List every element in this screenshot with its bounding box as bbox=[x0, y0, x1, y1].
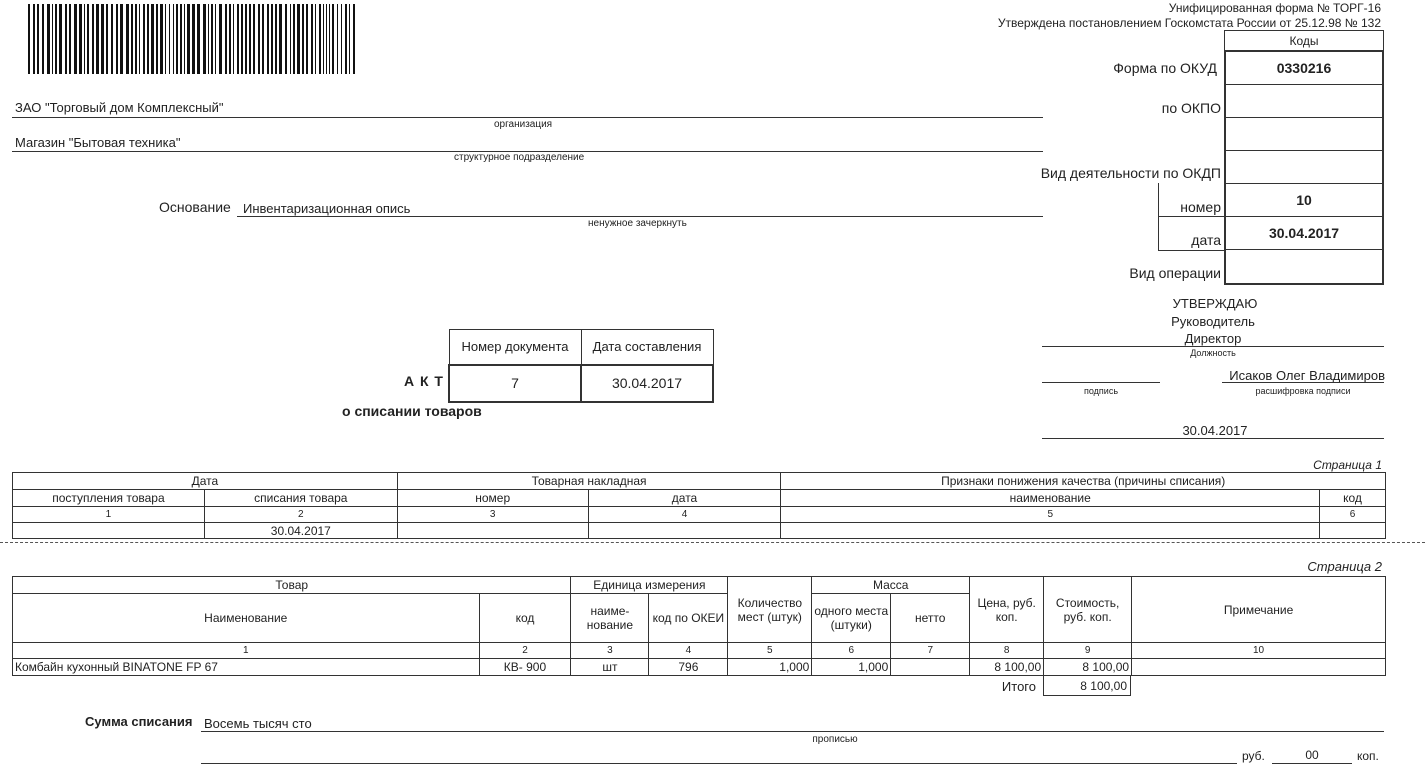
total-label: Итого bbox=[1001, 679, 1036, 694]
org-name: ЗАО "Торговый дом Комплексный" bbox=[15, 100, 224, 115]
page2-table bbox=[12, 576, 1386, 676]
p2-okei-header: код по ОКЕИ bbox=[649, 594, 728, 643]
table-row bbox=[13, 659, 1386, 676]
codes-box bbox=[1224, 30, 1384, 285]
kop-label: коп. bbox=[1357, 749, 1379, 763]
act-label: А К Т bbox=[404, 373, 444, 389]
page1-table bbox=[12, 472, 1386, 539]
p1-number-header: номер bbox=[397, 490, 588, 507]
position-value: Директор bbox=[1184, 331, 1242, 346]
p2-net-header: нетто bbox=[891, 594, 970, 643]
p1-writeoff-header: списания товара bbox=[204, 490, 397, 507]
number-value: 10 bbox=[1226, 184, 1382, 217]
date-label: дата bbox=[1191, 232, 1221, 248]
division-caption: структурное подразделение bbox=[454, 152, 585, 163]
p2-item-okei: 796 bbox=[649, 659, 728, 676]
signature-caption: подпись bbox=[1083, 386, 1119, 396]
p1-invoice-header: Товарная накладная bbox=[397, 473, 781, 490]
p1-cell: 30.04.2017 bbox=[204, 523, 397, 539]
okpo-extra bbox=[1226, 118, 1382, 151]
p2-item-one: 1,000 bbox=[812, 659, 891, 676]
p2-num: 6 bbox=[812, 643, 891, 659]
sum-words: Восемь тысяч сто bbox=[204, 716, 312, 731]
table-row bbox=[13, 523, 1386, 539]
p2-item-code: КВ- 900 bbox=[479, 659, 571, 676]
basis-caption: ненужное зачеркнуть bbox=[588, 218, 687, 229]
p1-cell bbox=[781, 523, 1320, 539]
rub-label: руб. bbox=[1242, 749, 1265, 763]
p2-num: 10 bbox=[1132, 643, 1386, 659]
p2-item-unit: шт bbox=[571, 659, 649, 676]
p2-mass-header: Масса bbox=[812, 577, 970, 594]
form-approval: Утверждена постановлением Госкомстата России от 25.12.98 № 132 bbox=[997, 16, 1381, 30]
p1-num: 1 bbox=[13, 507, 205, 523]
p2-num: 5 bbox=[728, 643, 812, 659]
doc-number: 7 bbox=[449, 365, 581, 402]
approval-date: 30.04.2017 bbox=[1182, 423, 1248, 438]
p2-code-header: код bbox=[479, 594, 571, 643]
p1-cell bbox=[397, 523, 588, 539]
position-caption: Должность bbox=[1190, 348, 1236, 358]
doc-table bbox=[448, 329, 714, 403]
p2-note-header: Примечание bbox=[1132, 577, 1386, 643]
page2-label: Страница 2 bbox=[1307, 559, 1382, 574]
signer-name: Исаков Олег Владимиров bbox=[1229, 368, 1385, 383]
p2-num: 9 bbox=[1044, 643, 1132, 659]
p2-cost-header: Стоимость, руб. коп. bbox=[1044, 577, 1132, 643]
division-name: Магазин "Бытовая техника" bbox=[15, 135, 181, 150]
p1-num: 6 bbox=[1320, 507, 1386, 523]
p2-item-net bbox=[891, 659, 970, 676]
p1-date-header: Дата bbox=[13, 473, 398, 490]
form-name: Унифицированная форма № ТОРГ-16 bbox=[1168, 1, 1381, 15]
okpo-label: по ОКПО bbox=[1161, 100, 1221, 116]
p1-num: 4 bbox=[588, 507, 781, 523]
p1-receipt-header: поступления товара bbox=[13, 490, 205, 507]
p1-code-header: код bbox=[1320, 490, 1386, 507]
p2-num: 3 bbox=[571, 643, 649, 659]
p1-quality-header: Признаки понижения качества (причины списания) bbox=[781, 473, 1386, 490]
p2-name-header: Наименование bbox=[13, 594, 480, 643]
p1-cell bbox=[588, 523, 781, 539]
p1-num: 2 bbox=[204, 507, 397, 523]
p2-item-note bbox=[1132, 659, 1386, 676]
page1-label: Страница 1 bbox=[1313, 458, 1382, 472]
doc-date-header: Дата составления bbox=[581, 330, 713, 365]
okdp-value bbox=[1226, 151, 1382, 184]
p2-one-header: одного места (штуки) bbox=[812, 594, 891, 643]
p1-cell bbox=[1320, 523, 1386, 539]
p1-num: 5 bbox=[781, 507, 1320, 523]
p2-num: 2 bbox=[479, 643, 571, 659]
okpo-value bbox=[1226, 85, 1382, 118]
basis-value: Инвентаризационная опись bbox=[243, 201, 411, 216]
p2-unitname-header: наиме-нование bbox=[571, 594, 649, 643]
p2-goods-header: Товар bbox=[13, 577, 571, 594]
date-value: 30.04.2017 bbox=[1226, 217, 1382, 250]
approve-label: УТВЕРЖДАЮ bbox=[1172, 296, 1258, 311]
number-label: номер bbox=[1180, 199, 1221, 215]
sum-label: Сумма списания bbox=[85, 714, 193, 729]
p2-num: 8 bbox=[970, 643, 1044, 659]
total-value: 8 100,00 bbox=[1043, 676, 1131, 696]
p2-item-name: Комбайн кухонный BINATONE FP 67 bbox=[13, 659, 480, 676]
p2-item-qty: 1,000 bbox=[728, 659, 812, 676]
p1-invdate-header: дата bbox=[588, 490, 781, 507]
org-caption: организация bbox=[494, 119, 553, 130]
p1-num: 3 bbox=[397, 507, 588, 523]
operation-label: Вид операции bbox=[1129, 265, 1221, 281]
signer-name-caption: расшифровка подписи bbox=[1255, 386, 1351, 396]
okud-label: Форма по ОКУД bbox=[1113, 60, 1217, 76]
sum-caption: прописью bbox=[812, 734, 858, 745]
doc-date: 30.04.2017 bbox=[581, 365, 713, 402]
p1-name-header: наименование bbox=[781, 490, 1320, 507]
p2-num: 1 bbox=[13, 643, 480, 659]
page-separator bbox=[0, 542, 1425, 543]
p1-cell bbox=[13, 523, 205, 539]
p2-price-header: Цена, руб. коп. bbox=[970, 577, 1044, 643]
okud-value: 0330216 bbox=[1226, 52, 1382, 85]
p2-num: 4 bbox=[649, 643, 728, 659]
p2-item-price: 8 100,00 bbox=[970, 659, 1044, 676]
codes-title: Коды bbox=[1224, 30, 1384, 50]
p2-unit-header: Единица измерения bbox=[571, 577, 728, 594]
barcode-image bbox=[28, 4, 362, 74]
doc-number-header: Номер документа bbox=[449, 330, 581, 365]
operation-value bbox=[1226, 250, 1382, 283]
act-subtitle: о списании товаров bbox=[342, 403, 482, 419]
basis-label: Основание bbox=[159, 199, 231, 215]
okdp-label: Вид деятельности по ОКДП bbox=[1040, 165, 1221, 181]
p2-qty-header: Количество мест (штук) bbox=[728, 577, 812, 643]
kop-value: 00 bbox=[1305, 748, 1319, 762]
p2-item-cost: 8 100,00 bbox=[1044, 659, 1132, 676]
p2-num: 7 bbox=[891, 643, 970, 659]
head-label: Руководитель bbox=[1171, 314, 1255, 329]
